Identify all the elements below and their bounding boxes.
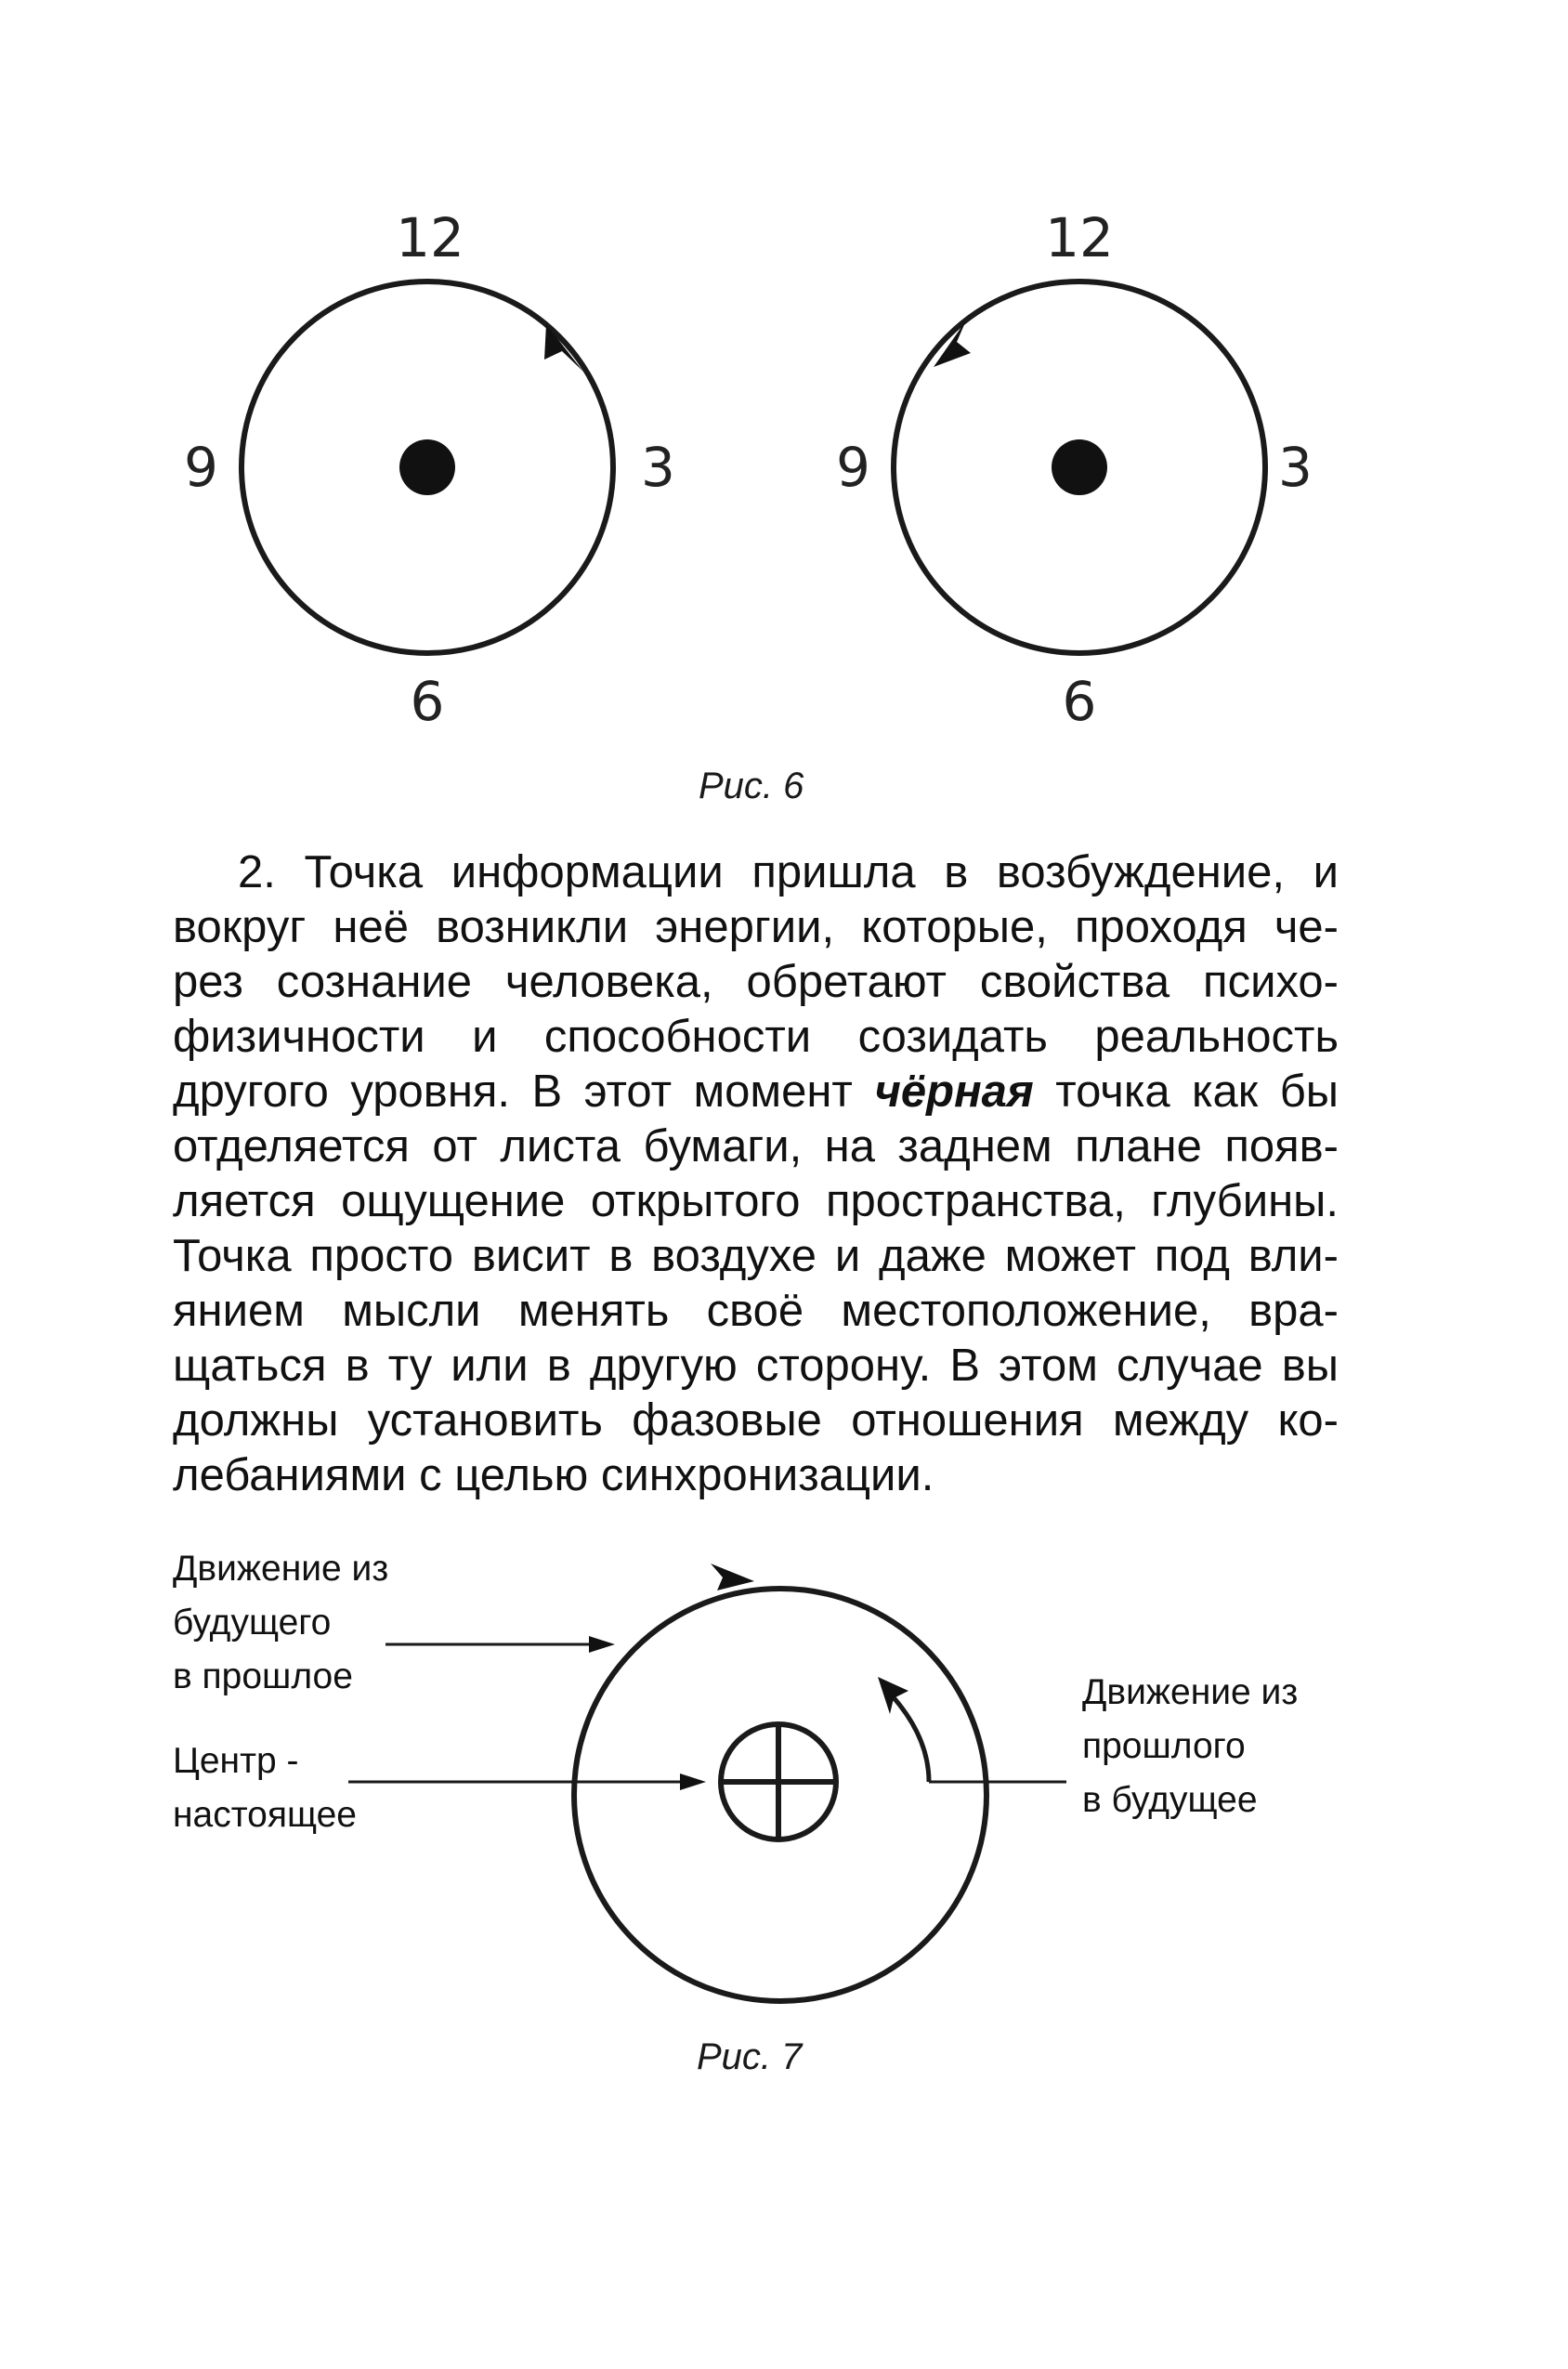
label-line: в прошлое xyxy=(173,1656,353,1696)
paragraph-line: ляется ощущение открытого пространства, глубины. xyxy=(173,1176,1339,1226)
right-clock-label-3: 3 xyxy=(1278,436,1313,499)
inner-arrow-head xyxy=(878,1677,908,1714)
figure-7-top-arrow xyxy=(711,1564,754,1590)
label-line: настоящее xyxy=(173,1795,357,1835)
paragraph-line: физичности и способности созидать реальность xyxy=(173,1012,1339,1062)
left-clock-center-dot xyxy=(399,439,455,495)
left-clock-label-6: 6 xyxy=(410,670,445,733)
label-line: в будущее xyxy=(1082,1780,1258,1820)
right-clock-label-9: 9 xyxy=(836,436,870,499)
figure-7-outer-circle xyxy=(574,1589,987,2001)
left-clock-label-9: 9 xyxy=(184,436,218,499)
paragraph-line: 2. Точка информации пришла в возбуждение, и xyxy=(238,847,1339,897)
paragraph-line-with-emphasis xyxy=(173,1065,1339,1119)
paragraph-line: вокруг неё возникли энергии, которые, проходя че- xyxy=(173,902,1339,952)
pointer-future-to-past-head xyxy=(589,1636,615,1653)
right-clock-label-12: 12 xyxy=(1045,206,1114,269)
paragraph-line: щаться в ту или в другую сторону. В этом случае вы xyxy=(173,1341,1339,1391)
label-line: Движение из xyxy=(1082,1672,1299,1712)
label-line: прошлого xyxy=(1082,1726,1246,1766)
right-clock-label-6: 6 xyxy=(1062,670,1097,733)
left-clock-label-12: 12 xyxy=(396,206,464,269)
paragraph-line: должны установить фазовые отношения между ко- xyxy=(173,1395,1339,1446)
figure-7-caption: Рис. 7 xyxy=(697,2036,803,2077)
body-paragraph xyxy=(173,845,1339,1503)
label-line: Центр - xyxy=(173,1741,299,1781)
paragraph-line: лебаниями с целью синхронизации. xyxy=(173,1450,934,1500)
label-past-to-future xyxy=(1082,1666,1298,1827)
paragraph-line: рез сознание человека, обретают свойства психо- xyxy=(173,957,1339,1007)
crosshair-circle xyxy=(721,1724,836,1839)
figure-6 xyxy=(0,0,1568,836)
pointer-center-head xyxy=(680,1773,706,1790)
inner-curved-arrow xyxy=(892,1695,929,1782)
left-clock-label-3: 3 xyxy=(641,436,675,499)
label-line: будущего xyxy=(173,1603,332,1643)
line5-before: другого уровня. В этот момент xyxy=(173,1067,875,1117)
label-center xyxy=(173,1734,357,1842)
left-clock-dial xyxy=(184,206,675,733)
paragraph-line: янием мысли менять своё местоположение, вра- xyxy=(173,1286,1339,1336)
right-clock-dial xyxy=(836,206,1313,733)
label-line: Движение из xyxy=(173,1549,389,1589)
emphasized-word: чёрная xyxy=(874,1067,1034,1117)
label-future-to-past xyxy=(173,1542,388,1704)
figure-6-caption: Рис. 6 xyxy=(699,766,804,806)
line5-after: точка как бы xyxy=(1033,1067,1339,1117)
paragraph-line: Точка просто висит в воздухе и даже может под вли- xyxy=(173,1231,1339,1281)
left-clock-arrow xyxy=(544,324,583,372)
paragraph-line: отделяется от листа бумаги, на заднем плане появ- xyxy=(173,1121,1339,1171)
right-clock-center-dot xyxy=(1052,439,1107,495)
